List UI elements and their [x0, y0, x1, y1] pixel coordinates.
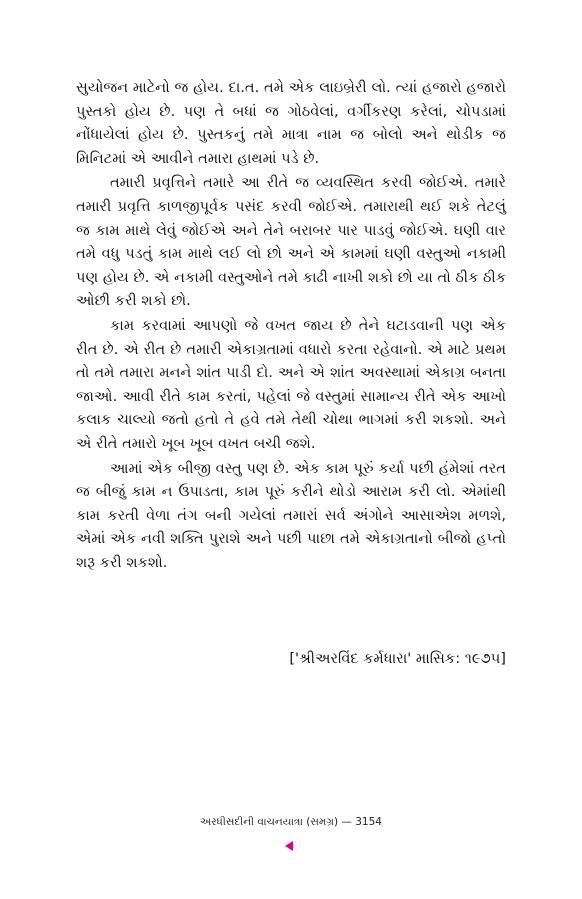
back-arrow-icon[interactable]: [285, 841, 293, 851]
source-citation: ['શ્રીઅરવિંદ કર્મધારા' માસિક: ૧૯૭૫]: [289, 650, 506, 667]
paragraph-2: તમારી પ્રવૃત્તિને તમારે આ રીતે જ વ્યવસ્થિત કરવી જોઈએ. તમારે તમારી પ્રવૃત્તિ કાળજીપૂર્વક પસંદ કરવી જોઈએ. તમારાથી થઈ શકે તેટલું જ કામ માથે લેવું જોઈએ અને તેને બરાબર પાર પાડવું જોઈએ. ઘણી વાર તમે વધુ પડતું કામ માથે લઈ લો છો અને એ કામમાં ઘણી વસ્તુઓ નકામી પણ હોય છે. એ નકામી વસ્તુઓને તમે કાઢી નાખી શકો છો યા તો ઠીક ઠીક ઓછી કરી શકો છો.: [76, 174, 506, 310]
paragraph-3: કામ કરવામાં આપણો જે વખત જાય છે તેને ઘટાડવાની પણ એક રીત છે. એ રીત છે તમારી એકાગ્રતામાં વધારો કરતા રહેવાનો. એ માટે પ્રથમ તો તમે તમારા મનને શાંત પાડી દો. અને એ શાંત અવસ્થામાં એકાગ્ર બનતા જાઓ. આવી રીતે કામ કરતાં, પહેલાં જે વસ્તુમાં સામાન્ય રીતે એક આખો કલાક ચાલ્યો જતો હતો તે હવે તમે તેથી ચોથા ભાગમાં કરી શકશો. અને એ રીતે તમારો ખૂબ ખૂબ વખત બચી જશે.: [76, 316, 506, 452]
page-footer: અરધીસદીની વાચનયાત્રા (સમગ્ર) — 3154: [200, 816, 382, 828]
article-body: [76, 76, 506, 574]
paragraph-1: સુયોજન માટેનો જ હોય. દા.ત. તમે એક લાઇબ્રેરી લો. ત્યાં હજારો હજારો પુસ્તકો હોય છે. પણ તે બધાં જ ગોઠવેલાં, વર્ગીકરણ કરેલાં, ચોપડામાં નોંધાયેલાં હોય છે. પુસ્તકનું તમે માત્રા નામ જ બોલો અને થોડીક જ મિનિટમાં એ આવીને તમારા હાથમાં પડે છે.: [76, 79, 506, 167]
paragraph-4: આમાં એક બીજી વસ્તુ પણ છે. એક કામ પૂરું કર્યા પછી હંમેશાં તરત જ બીજું કામ ન ઉપાડતા, કામ પૂરું કરીને થોડો આરામ કરી લો. એમાંથી કામ કરતી વેળા તંગ બની ગયેલાં તમારાં સર્વ અંગોને આસાએશ મળશે, એમાં એક નવી શક્તિ પુરાશે અને પછી પાછા તમે એકાગ્રતાનો બીજો હપ્તો શરૂ કરી શકશો.: [76, 459, 506, 571]
